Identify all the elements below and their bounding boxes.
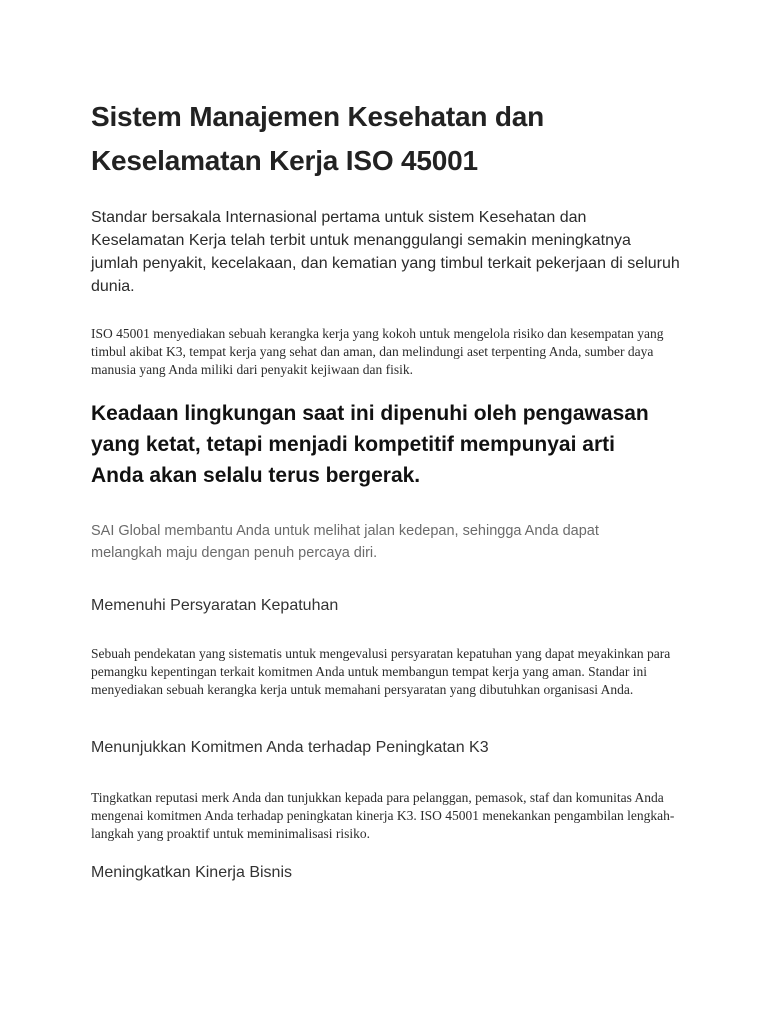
section-heading-compliance: Memenuhi Persyaratan Kepatuhan [91,597,339,614]
section-body-commitment: Tingkatkan reputasi merk Anda dan tunjukkan kepada para pelanggan, pemasok, staf dan komunitas Anda mengenai komitmen Anda terhadap peningkatan kinerja K3. ISO 45001 menekankan pengambilan lengkah-langkah yang proaktif untuk meminimalisasi risiko. [91,790,675,841]
section-heading-business-performance: Meningkatkan Kinerja Bisnis [91,864,292,881]
lead-paragraph: Standar bersakala Internasional pertama untuk sistem Kesehatan dan Keselamatan Kerja telah terbit untuk menanggulangi semakin meningkatnya jumlah penyakit, kecelakaan, dan kematian yang timbul terkait pekerjaan di seluruh dunia. [91,209,680,295]
section-heading-commitment: Menunjukkan Komitmen Anda terhadap Peningkatan K3 [91,739,489,756]
subheading: Keadaan lingkungan saat ini dipenuhi oleh pengawasan yang ketat, tetapi menjadi kompetitif mempunyai arti Anda akan selalu terus bergerak. [91,402,649,487]
muted-paragraph: SAI Global membantu Anda untuk melihat jalan kedepan, sehingga Anda dapat melangkah maju dengan penuh percaya diri. [91,523,599,561]
intro-paragraph: ISO 45001 menyediakan sebuah kerangka kerja yang kokoh untuk mengelola risiko dan kesempatan yang timbul akibat K3, tempat kerja yang sehat dan aman, dan melindungi aset terpenting Anda, sumber daya manusia yang Anda miliki dari penyakit kejiwaan dan fisik. [91,326,664,377]
document-title: Sistem Manajemen Kesehatan dan Keselamatan Kerja ISO 45001 [91,101,545,176]
section-body-compliance: Sebuah pendekatan yang sistematis untuk mengevalusi persyaratan kepatuhan yang dapat meyakinkan para pemangku kepentingan terkait komitmen Anda untuk membangun tempat kerja yang aman. Standar ini menyediakan sebuah kerangka kerja untuk memahani persyaratan yang dibutuhkan organisasi Anda. [91,646,671,697]
